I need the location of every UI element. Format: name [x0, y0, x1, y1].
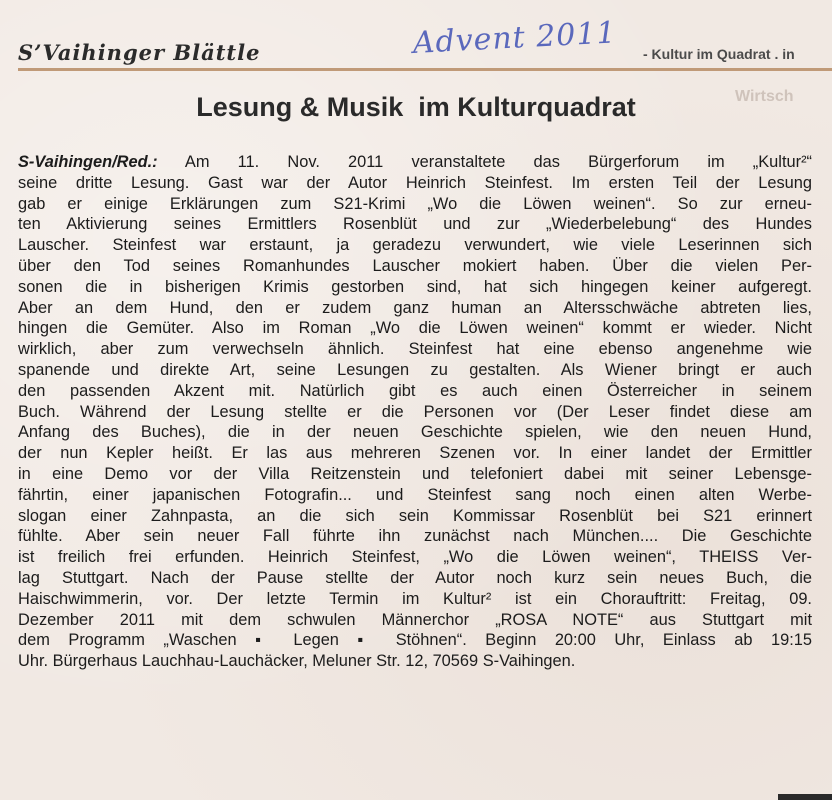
article-line-7: sonen die in bisherigen Krimis gestorben sind, hat sich hingegen keiner aufgeregt. — [18, 277, 812, 296]
article-line-17: fährtin, einer japanischen Fotografin... und Steinfest sang noch einen alten Werbe- — [18, 485, 812, 504]
article-line-21: lag Stuttgart. Nach der Pause stellte der Autor noch kurz sein neues Buch, die — [18, 568, 812, 587]
newspaper-masthead: S’Vaihinger Blättle — [18, 40, 261, 65]
article-line-23: Dezember 2011 mit dem schwulen Männerchor „ROSA NOTE“ aus Stuttgart mit — [18, 610, 812, 629]
article-line-4: ten Aktivierung seines Ermittlers Rosenblüt und zur „Wiederbelebung“ des Hundes — [18, 215, 812, 234]
bleed-through-text: Wirtsch — [735, 88, 794, 105]
article-line-13: Buch. Während der Lesung stellte er die Personen vor (Der Leser findet diese am — [18, 402, 812, 421]
article-line-24: dem Programm „Waschen ▪ Legen ▪ Stöhnen“. Beginn 20:00 Uhr, Einlass ab 19:15 — [18, 631, 812, 650]
article-line-9: hingen die Gemüter. Also im Roman „Wo die Löwen weinen“ kommt er wieder. Nicht — [18, 319, 812, 338]
section-label: - Kultur im Quadrat . in — [643, 46, 795, 62]
article-line-1 — [18, 152, 812, 173]
article-line-11: spanende und direkte Art, seine Lesungen zu gestalten. Als Wiener bringt er auch — [18, 360, 812, 379]
handwritten-note: Advent 2011 — [412, 15, 618, 61]
article-line-19: fühlte. Aber sein neuer Fall führte ihn zunächst nach München.... Die Geschichte — [18, 527, 812, 546]
article-line-14: Anfang des Buches), die in der neuen Geschichte spielen, wie den neuen Hund, — [18, 423, 812, 442]
scan-edge-mark — [778, 794, 832, 800]
article-line-8: Aber an dem Hund, den er zudem ganz human an Altersschwäche abtreten lies, — [18, 298, 812, 317]
article-line-2: seine dritte Lesung. Gast war der Autor Heinrich Steinfest. Im ersten Teil der Lesung — [18, 173, 812, 192]
article-line-22: Haischwimmerin, vor. Der letzte Termin im Kultur² ist ein Chorauftritt: Freitag, 09. — [18, 589, 812, 608]
article-headline: Lesung & Musik im Kulturquadrat — [196, 92, 636, 122]
article-dateline: S-Vaihingen/Red.: — [18, 153, 158, 171]
article-line-1-text: Am 11. Nov. 2011 veranstaltete das Bürgerforum im „Kultur²“ — [157, 153, 812, 171]
article-line-6: über den Tod seines Romanhundes Lauscher mokiert haben. Über die vielen Per- — [18, 256, 812, 275]
article-line-15: der nun Kepler heißt. Er las aus mehreren Szenen vor. In einer landet der Ermittler — [18, 444, 812, 463]
article-line-20: ist freilich frei erfunden. Heinrich Steinfest, „Wo die Löwen weinen“, THEISS Ver- — [18, 548, 812, 567]
article-line-18: slogan einer Zahnpasta, an die sich sein Kommissar Rosenblüt bei S21 erinnert — [18, 506, 812, 525]
article-body — [18, 152, 812, 672]
article-line-25: Uhr. Bürgerhaus Lauchhau-Lauchäcker, Meluner Str. 12, 70569 S-Vaihingen. — [18, 652, 576, 671]
article-line-3: gab er einige Erklärungen zum S21-Krimi „Wo die Löwen weinen“. So zur erneu- — [18, 194, 812, 213]
article-line-5: Lauscher. Steinfest war erstaunt, ja geradezu verwundert, wie viele Leserinnen sich — [18, 236, 812, 255]
article-line-10: wirklich, aber zum verwechseln ähnlich. Steinfest hat eine ebenso angenehme wie — [18, 340, 812, 359]
article-line-12: den passenden Akzent mit. Natürlich gibt es auch einen Österreicher in seinem — [18, 381, 812, 400]
article-line-16: in eine Demo vor der Villa Reitzenstein und telefoniert dabei mit seiner Lebensge- — [18, 464, 812, 483]
masthead-rule — [18, 68, 832, 71]
